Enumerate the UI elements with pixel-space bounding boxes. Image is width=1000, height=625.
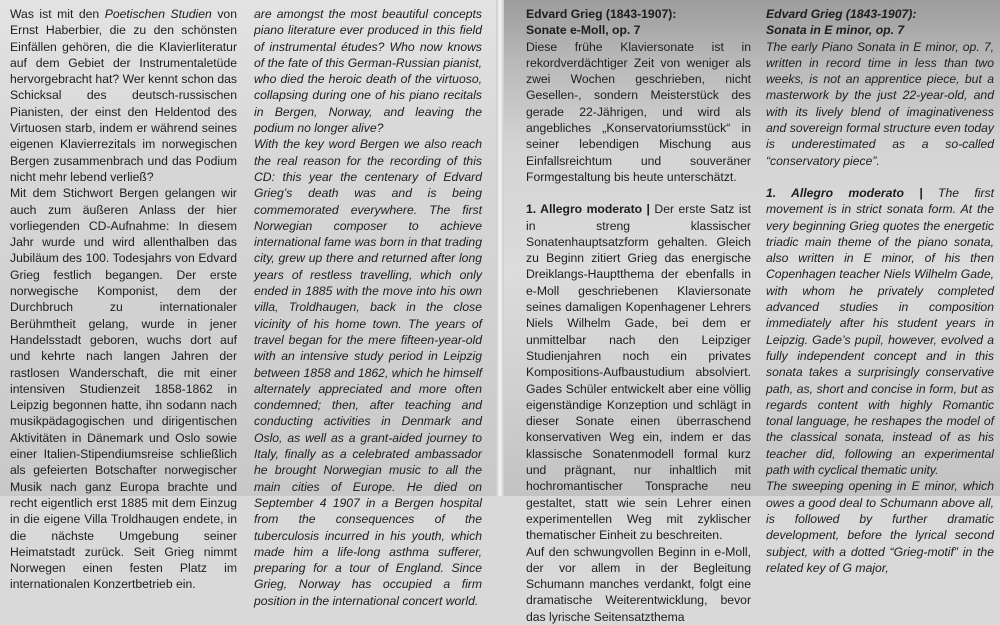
- movement-1-label-en: 1. Allegro moderato |: [766, 185, 923, 200]
- sonata-intro-en: The early Piano Sonata in E minor, op. 7, written in record time in less than two weeks, is not an apprentice piece, but a masterwork by the just 22-year-old, and with its lively blend of imaginativeness and sovereign formal structure even today is underestimated as a so-called “conservatory piece”.: [766, 39, 994, 168]
- sonata-intro-de: Diese frühe Klaviersonate ist in rekordverdächtiger Zeit von weniger als zwei Wochen geschrieben, nicht Gesellen-, sondern Meisterstück des gerade 22-Jährigen, und wird als angebliches „Konservatoriumsstück“ in seiner lebendigen Mischung aus Einfallsreichtum und souveräner Formgestaltung bis heute unterschätzt.: [526, 39, 751, 184]
- left-page: [0, 0, 496, 608]
- bergen-paragraph-en: With the key word Bergen we also reach the real reason for the recording of this CD: this year the centenary of Edvard Grieg’s death was and is being commemorated everywhere. The first Norwegian composer to achieve international fame was born in that trading city, grew up there and returned after long years of restless travelling, which only ended in 1885 with the move into his own villa, Troldhaugen, back in the close vicinity of his home town. The years of travel began for the mere fifteen-year-old with an intensive study period in Leipzig between 1858 and 1862, which he himself alternately appreciated and more often condemned; then, after teaching and conducting activities in Denmark and Oslo, as well as a grant-aided journey to Italy, finally as a celebrated ambassador he brought Norwegian music to all the main cities of Europe. He died on September 4 1907 in a Bergen hospital from the consequences of the tuberculosis incurred in his youth, which made him a life-long asthma sufferer, preparing for a tour of England. Since Grieg, Norway has occupied a firm position in the international concert world.: [254, 137, 482, 608]
- work-heading-en: Sonata in E minor, op. 7: [766, 23, 905, 38]
- right-page: [504, 0, 1000, 624]
- movement-1-en: [766, 185, 994, 478]
- intro-paragraph-en: are amongst the most beautiful concepts piano literature ever produced in this field of instrumental études? Who now knows of the fate of this German-Russian pianist, who died the heroic death of the virtuoso, collapsing during one of his piano recitals in Bergen, Norway, and leaving the podium no longer alive?: [254, 7, 482, 136]
- text-run: Was ist mit den: [10, 7, 105, 21]
- movement-1-cont-de: Auf den schwungvollen Beginn in e-Moll, der vor allem in der Begleitung Schumann manches verdankt, folgt eine dramatische Weiterentwicklung, bevor das lyrische Seitensatzthema: [526, 544, 751, 624]
- page-gutter: [496, 0, 504, 496]
- english-sonata-column: [766, 6, 994, 575]
- movement-1-de: [526, 201, 751, 543]
- intro-paragraph-de: [10, 6, 237, 185]
- movement-1-cont-en: The sweeping opening in E minor, which owes a good deal to Schumann above all, is followed by further dramatic development, before the lyrical second subject, with a dotted “Grieg-motif” in the related key of G major,: [766, 479, 994, 575]
- composer-heading-en: Edvard Grieg (1843-1907):: [766, 7, 917, 21]
- english-intro-column: [254, 6, 482, 608]
- text-run: The first movement is in strict sonata form. At the very beginning Grieg quotes the energetic triadic main theme of the piano sonata, also written in E minor, of his then Copenhagen teacher Niels Wilhelm Gade, with whom he privately completed advanced studies in composition immediately after his student years in Leipzig. Gade’s pupil, however, evolved a fully independent concept and in this sonata takes a surprisingly conservative path, as, short and concise in form, but as regards content with highly Romantic tonal language, he reshapes the model of the classical sonata, instead of as his teacher did, following an experimental path with cyclical thematic unity.: [766, 185, 994, 478]
- composer-heading-de: Edvard Grieg (1843-1907):: [526, 7, 677, 21]
- german-intro-column: [10, 6, 237, 592]
- text-run: von Ernst Haberbier, die zu den schönsten Einfällen gehören, die die Klavierliteratur auf dem Gebiet der Instrumentaletüde hervorgebracht hat? Wer kennt schon das Schicksal des deutsch-russischen Pianisten, der einst den Heldentod des Virtuosen starb, indem er während seines eigenen Klavierrezitals im norwegischen Bergen zusammenbrach und das Podium nicht mehr lebend verließ?: [10, 7, 237, 184]
- work-title-italic: Poetischen Studien: [104, 7, 212, 21]
- german-sonata-column: [526, 6, 752, 624]
- text-run: Der erste Satz ist in streng klassischer Sonatenhauptsatzform gehalten. Gleich zu Beginn zitiert Grieg das energische Dreiklangs-Hauptthema der ebenfalls in e-Moll geschriebenen Klaviersonate seines damaligen Kopenhagener Lehrers Niels Wilhelm Gade, bei dem er unmittelbar nach den Leipziger Studienjahren noch ein privates Kompositions-Aufbaustudium absolviert. Gades Schüler entwickelt aber eine völlig eigenständige Konzeption und schlägt in dieser Sonate einen überraschend konservativen Weg ein, indem er das klassische Sonatenmodell formal kurz und prägnant, nur inhaltlich mit hochromantischer Tonsprache neu gestaltet, statt wie sein Lehrer einen experimentellen Weg mit zyklischer thematischer Einheit zu beschreiten.: [526, 202, 752, 543]
- bergen-paragraph-de: Mit dem Stichwort Bergen gelangen wir auch zum äußeren Anlass der hier vorliegenden CD-Aufnahme: In diesem Jahr wurde und wird allenthalben das Jubiläum des 100. Todesjahrs von Edvard Grieg festlich begangen. Der erste norwegische Komponist, dem der Durchbruch zu internationaler Berühmtheit gelang, wurde in jener Handelsstadt geboren, wuchs dort auf und kehrte nach langen Jahren der rastlosen Wanderschaft, die mit einer intensiven Studienzeit 1858-1862 in Leipzig begonnen hatte, ihn sodann nach musikpädagogischen und dirigentischen Aktivitäten in Dänemark und Oslo sowie einer Italien-Stipendiumsreise schließlich als gefeierten Botschafter norwegischer Musik nach ganz Europa brachte und recht eigentlich erst 1885 mit dem Einzug in die eigene Villa Troldhaugen endete, in die nächste Umgebung seiner Heimatstadt zurück. Seit Grieg nimmt Norwegen einen festen Platz im internationalen Konzertbetrieb ein.: [10, 186, 237, 592]
- movement-1-label-de: 1. Allegro moderato |: [526, 202, 650, 217]
- work-heading-de: Sonate e-Moll, op. 7: [526, 23, 641, 38]
